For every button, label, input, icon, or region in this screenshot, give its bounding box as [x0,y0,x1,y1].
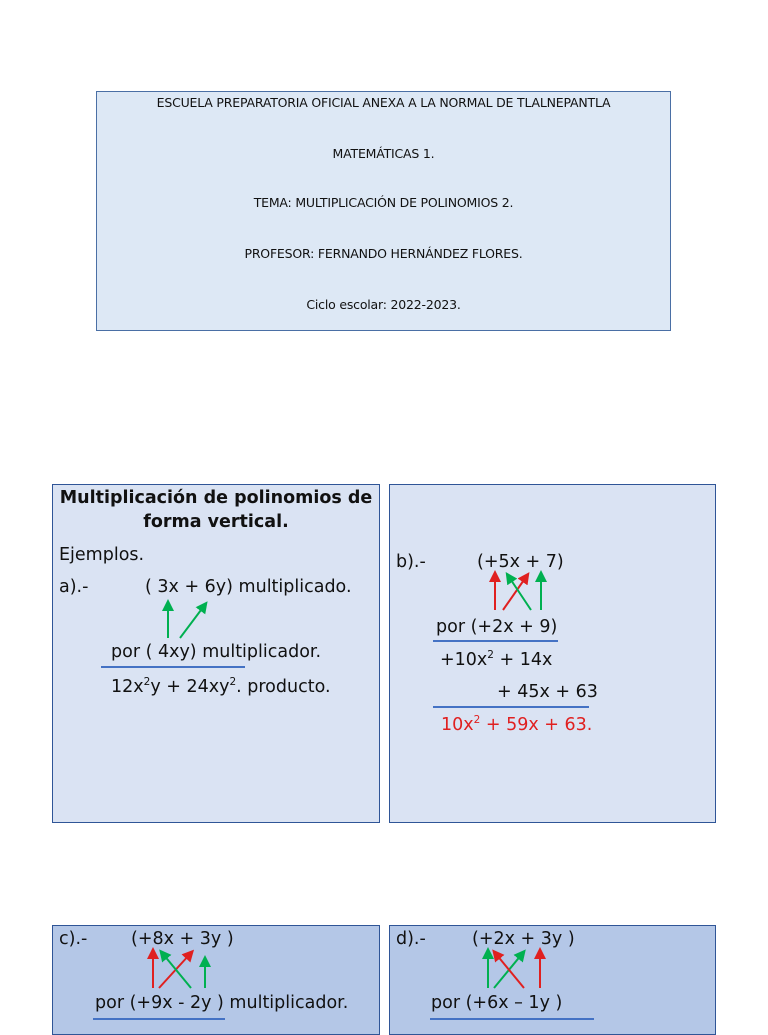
red-arrow [496,954,524,988]
green-arrow [494,954,522,988]
arrows-b [486,571,546,613]
product-a: $12x^2y + 24xy^2$. producto. [111,676,331,697]
sum-rule [433,706,589,708]
teacher-line: PROFESOR: FERNANDO HERNÁNDEZ FLORES. [244,246,523,261]
multiplier-d: por (+6x – 1y ) [431,993,563,1013]
topic-line: TEMA: MULTIPLICACIÓN DE POLINOMIOS 2. [253,195,514,210]
subject-line: MATEMÁTICAS 1. [332,146,435,161]
arrows-c [145,948,215,990]
panel-example-d [389,925,716,1035]
item-label-b: b).- [396,552,426,572]
arrows-d [482,948,552,990]
multiplicand-a: ( 3x + 6y) multiplicado. [145,577,352,597]
multiplier-b: por (+2x + 9) [436,617,558,637]
multiplier-rule [93,1018,225,1020]
panel-example-c [52,925,380,1035]
arrows-a [153,601,213,641]
examples-label: Ejemplos. [59,545,145,565]
multiplicand-c: (+8x + 3y ) [131,929,234,949]
multiplier-rule [430,1018,594,1020]
multiplier-c: por (+9x - 2y ) multiplicador. [95,993,349,1013]
section-title-line2: forma vertical. [143,512,289,532]
multiplier-a: por ( 4xy) multiplicador. [111,642,322,662]
partial-product-2: + 45x + 63 [497,682,598,702]
multiplicand-d: (+2x + 3y ) [472,929,575,949]
item-label-a: a).- [59,577,89,597]
red-arrow [159,954,190,988]
panel-example-b [389,484,716,823]
section-title-line1: Multiplicación de polinomios de [59,488,373,508]
school-name: ESCUELA PREPARATORIA OFICIAL ANEXA A LA NORMAL DE TLALNEPANTLA [156,95,611,110]
cycle-line: Ciclo escolar: 2022-2023. [306,297,461,312]
red-arrow [503,577,526,610]
multiplier-rule [433,640,558,642]
partial-product-1: $+10x^2 + 14x$ [440,649,553,670]
sum-rule [101,666,245,668]
green-arrow [180,606,204,638]
green-arrow [509,577,531,610]
header-box [96,91,671,331]
item-label-c: c).- [59,929,88,949]
final-result-b: $10x^2 + 59x + 63$. [441,714,593,735]
item-label-d: d).- [396,929,426,949]
panel-example-a [52,484,380,823]
multiplicand-b: (+5x + 7) [477,552,564,572]
green-arrow [163,954,191,988]
